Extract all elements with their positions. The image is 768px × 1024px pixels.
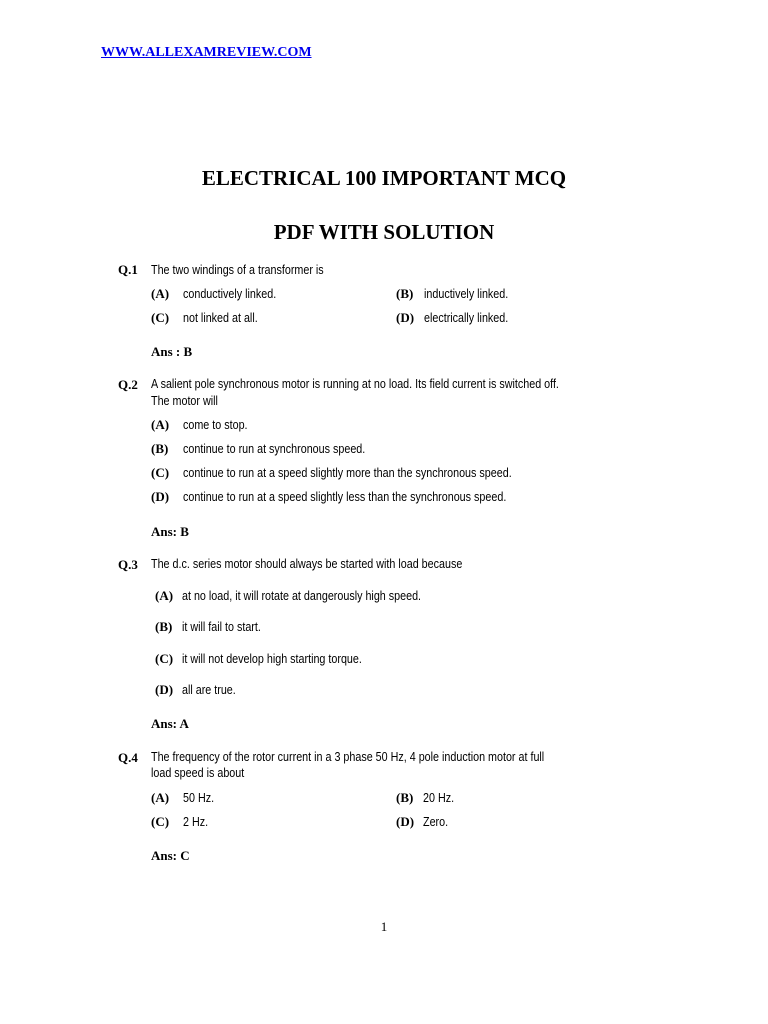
option-label: (B) xyxy=(155,619,173,634)
option-text: 50 Hz. xyxy=(183,791,215,805)
question-text: The d.c. series motor should always be started with load because xyxy=(151,557,463,571)
question-number: Q.1 xyxy=(118,262,138,277)
option-label: (B) xyxy=(396,790,414,805)
option-label: (A) xyxy=(151,790,170,805)
question-text: The frequency of the rotor current in a 3 phase 50 Hz, 4 pole induction motor at full xyxy=(151,750,545,764)
question-number: Q.3 xyxy=(118,557,138,572)
question-text: The two windings of a transformer is xyxy=(151,263,324,277)
option-label: (B) xyxy=(396,286,414,301)
document-title: ELECTRICAL 100 IMPORTANT MCQ xyxy=(201,166,567,190)
option-label: (A) xyxy=(151,286,170,301)
answer-text: Ans : B xyxy=(151,344,193,359)
option-label: (C) xyxy=(151,814,170,829)
option-text: it will not develop high starting torque. xyxy=(182,652,362,666)
option-text: continue to run at synchronous speed. xyxy=(183,442,366,456)
option-label: (D) xyxy=(396,310,415,325)
answer-text: Ans: A xyxy=(151,716,189,731)
option-text: inductively linked. xyxy=(424,287,509,301)
option-label: (C) xyxy=(151,310,170,325)
question-text: The motor will xyxy=(151,394,218,408)
option-text: come to stop. xyxy=(183,418,248,432)
option-text: not linked at all. xyxy=(183,311,258,325)
option-label: (C) xyxy=(155,651,174,666)
question-text: A salient pole synchronous motor is running at no load. Its field current is switched off. xyxy=(151,377,559,391)
question-text: load speed is about xyxy=(151,766,245,780)
option-text: at no load, it will rotate at dangerously high speed. xyxy=(182,589,422,603)
option-label: (A) xyxy=(155,588,174,603)
option-text: electrically linked. xyxy=(424,311,509,325)
answer-text: Ans: C xyxy=(151,848,190,863)
option-label: (D) xyxy=(155,682,174,697)
option-text: Zero. xyxy=(423,815,449,829)
option-text: 20 Hz. xyxy=(423,791,455,805)
question-number: Q.4 xyxy=(118,750,138,765)
option-text: it will fail to start. xyxy=(182,620,261,634)
option-text: conductively linked. xyxy=(183,287,277,301)
option-label: (D) xyxy=(396,814,415,829)
page-number: 1 xyxy=(380,919,388,934)
document-subtitle: PDF WITH SOLUTION xyxy=(273,220,495,244)
option-label: (A) xyxy=(151,417,170,432)
option-text: all are true. xyxy=(182,683,236,697)
answer-text: Ans: B xyxy=(151,524,189,539)
question-number: Q.2 xyxy=(118,377,138,392)
option-text: continue to run at a speed slightly less than the synchronous speed. xyxy=(183,490,507,504)
option-text: continue to run at a speed slightly more than the synchronous speed. xyxy=(183,466,512,480)
option-label: (C) xyxy=(151,465,170,480)
option-text: 2 Hz. xyxy=(183,815,209,829)
option-label: (B) xyxy=(151,441,169,456)
website-link[interactable]: WWW.ALLEXAMREVIEW.COM xyxy=(101,45,312,60)
option-label: (D) xyxy=(151,489,170,504)
